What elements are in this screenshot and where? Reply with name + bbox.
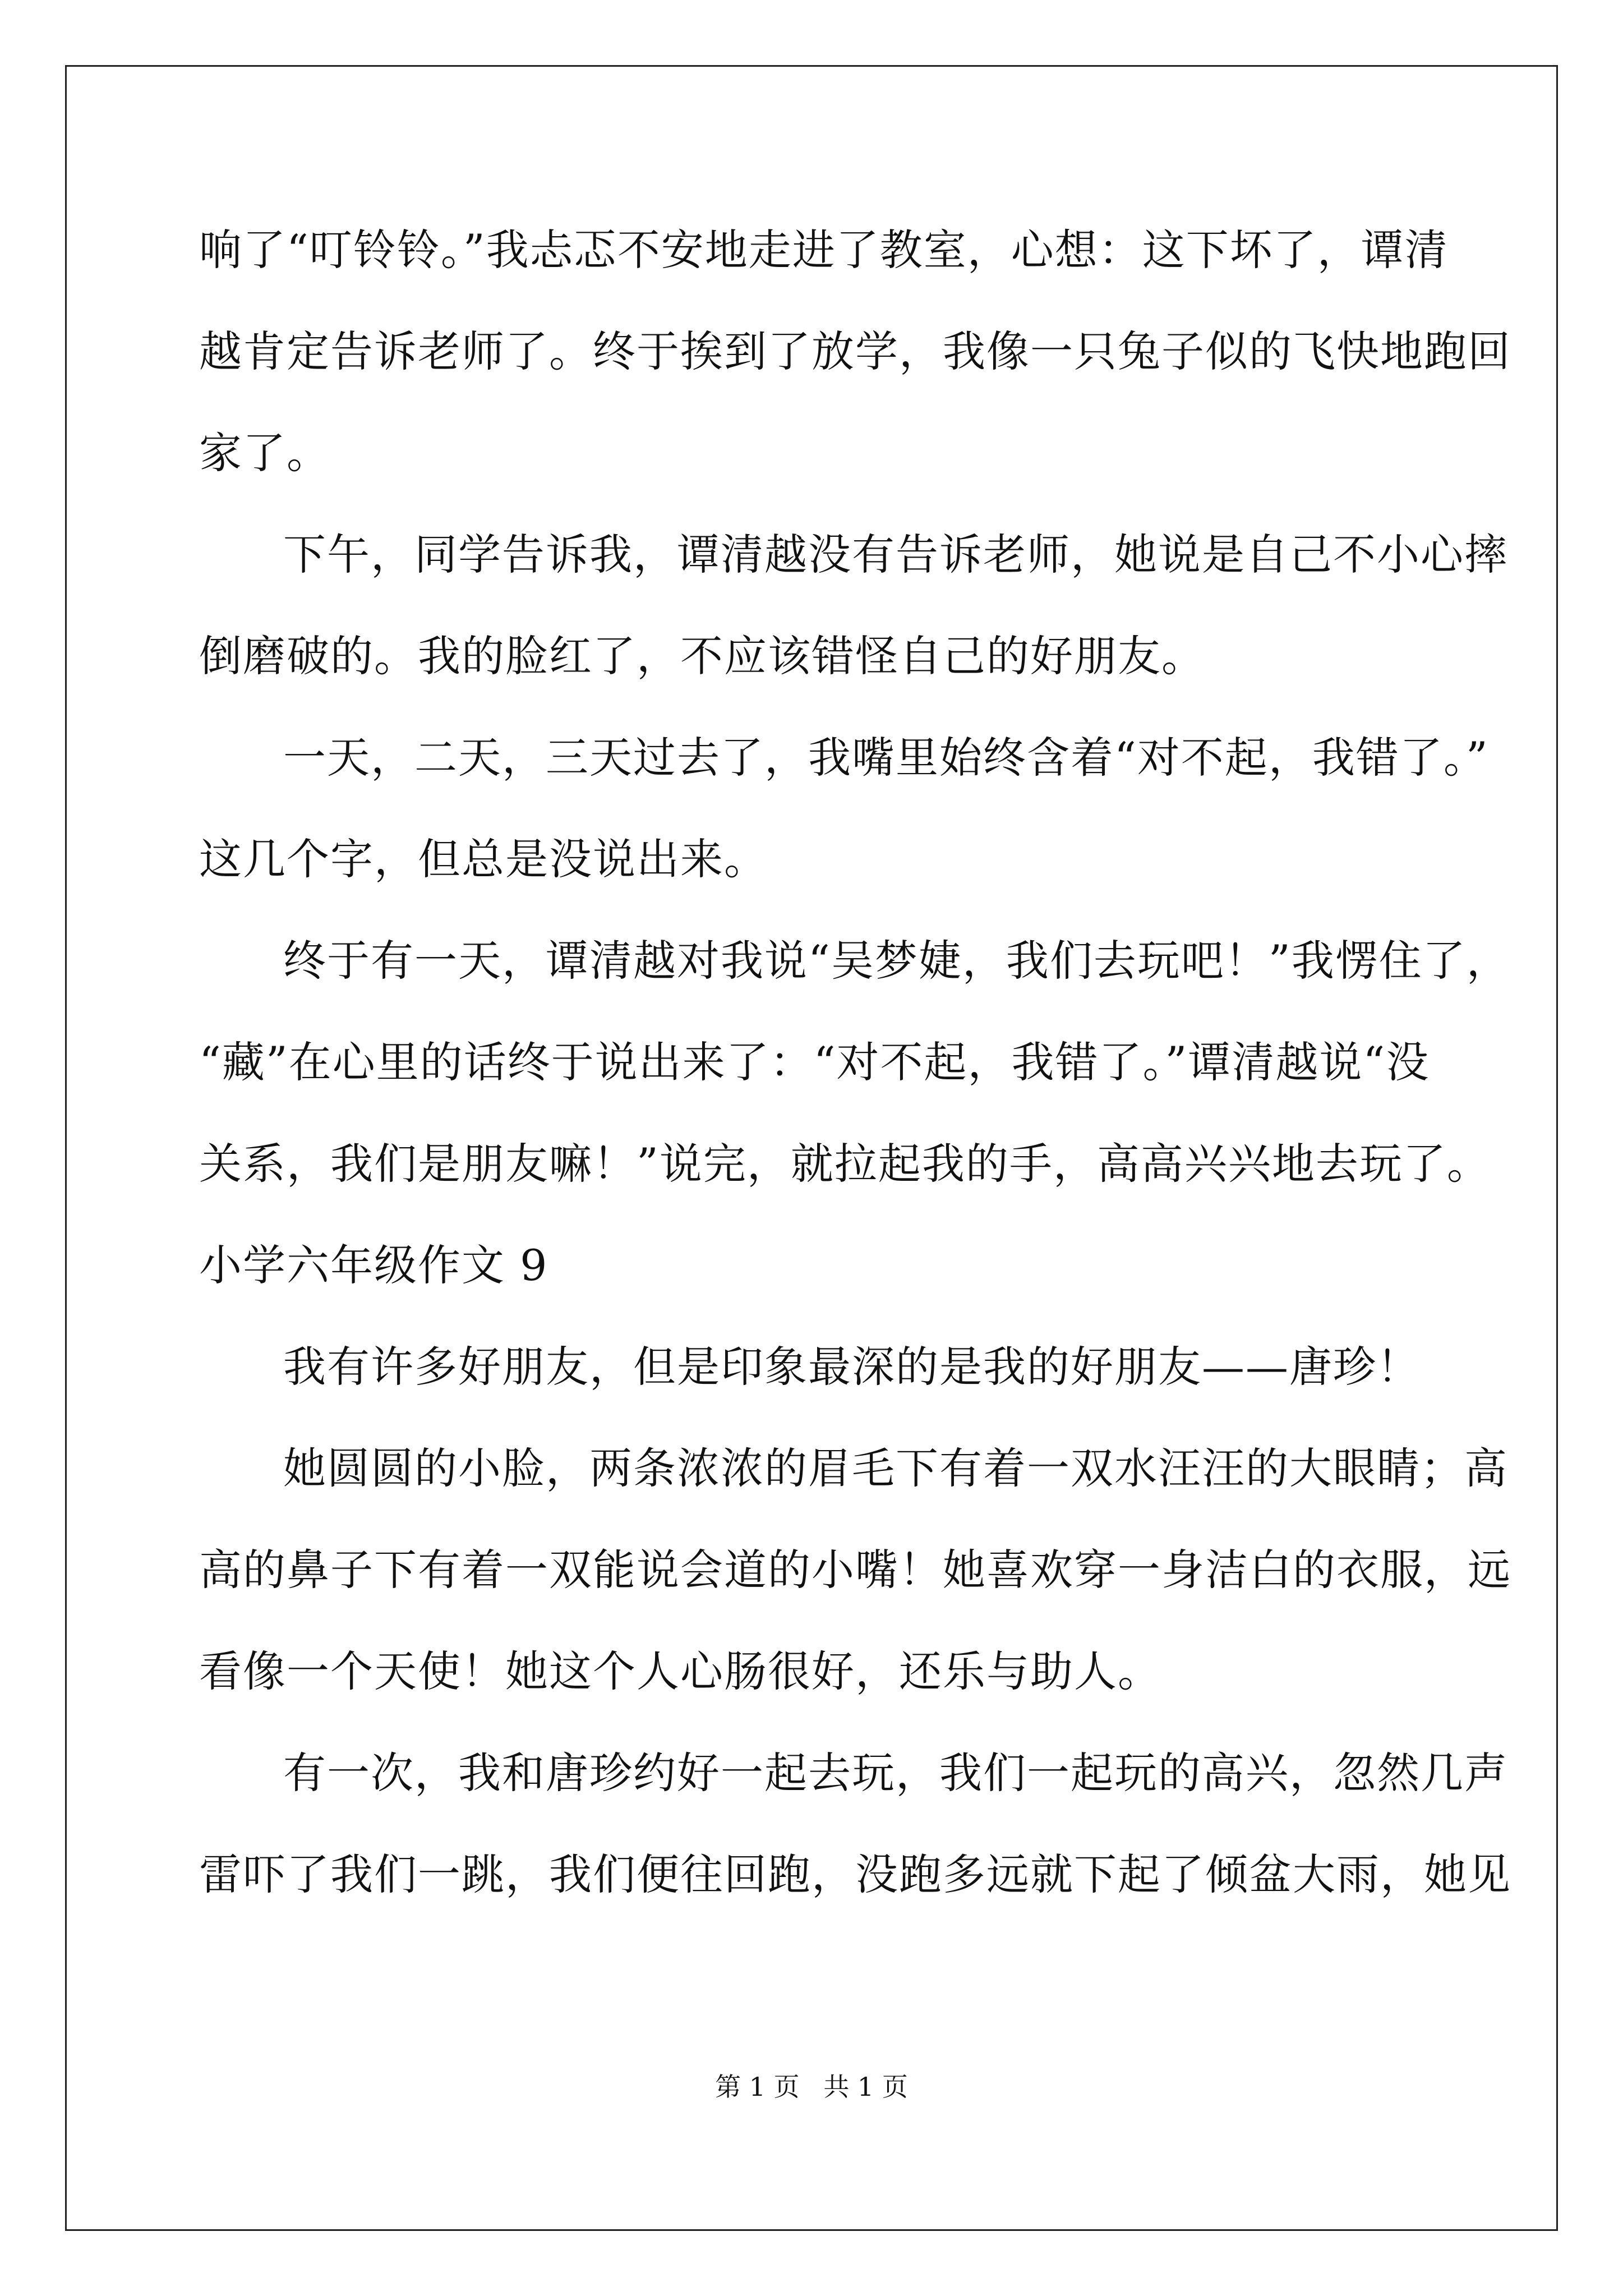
text-line: 倒磨破的。我的脸红了，不应该错怪自己的好朋友。 xyxy=(199,631,1205,681)
text-line: 越肯定告诉老师了。终于挨到了放学，我像一只兔子似的飞快地跑回 xyxy=(199,326,1511,376)
text-line: 高的鼻子下有着一双能说会道的小嘴！她喜欢穿一身洁白的衣服，远 xyxy=(199,1545,1511,1595)
page-total: 共 1 页 xyxy=(823,2072,908,2102)
paragraph-start: 下午，同学告诉我，谭清越没有告诉老师，她说是自己不小心摔 xyxy=(283,530,1508,579)
section-heading: 小学六年级作文 9 xyxy=(199,1240,548,1290)
paragraph-start: 有一次，我和唐珍约好一起去玩，我们一起玩的高兴，忽然几声 xyxy=(283,1748,1508,1798)
page-footer xyxy=(0,2070,1623,2104)
paragraph-start: 终于有一天，谭清越对我说“吴梦婕，我们去玩吧！”我愣住了， xyxy=(283,936,1510,986)
page-number: 第 1 页 xyxy=(715,2072,800,2102)
text-line: “藏”在心里的话终于说出来了：“对不起，我错了。”谭清越说“没 xyxy=(199,1037,1430,1087)
paragraph-start: 她圆圆的小脸，两条浓浓的眉毛下有着一双水汪汪的大眼睛；高 xyxy=(283,1443,1508,1493)
text-line: 响了“叮铃铃。”我忐忑不安地走进了教室，心想：这下坏了，谭清 xyxy=(199,225,1449,275)
text-line: 关系，我们是朋友嘛！”说完，就拉起我的手，高高兴兴地去玩了。 xyxy=(199,1139,1491,1189)
paragraph-start: 一天，二天，三天过去了，我嘴里始终含着“对不起，我错了。” xyxy=(283,733,1489,783)
text-line: 看像一个天使！她这个人心肠很好，还乐与助人。 xyxy=(199,1646,1161,1696)
text-line: 家了。 xyxy=(199,428,330,478)
text-line: 雷吓了我们一跳，我们便往回跑，没跑多远就下起了倾盆大雨，她见 xyxy=(199,1849,1511,1899)
document-body xyxy=(199,199,1511,1925)
text-line: 这几个字，但总是没说出来。 xyxy=(199,834,768,884)
paragraph-start: 我有许多好朋友，但是印象最深的是我的好朋友——唐珍！ xyxy=(283,1342,1421,1392)
